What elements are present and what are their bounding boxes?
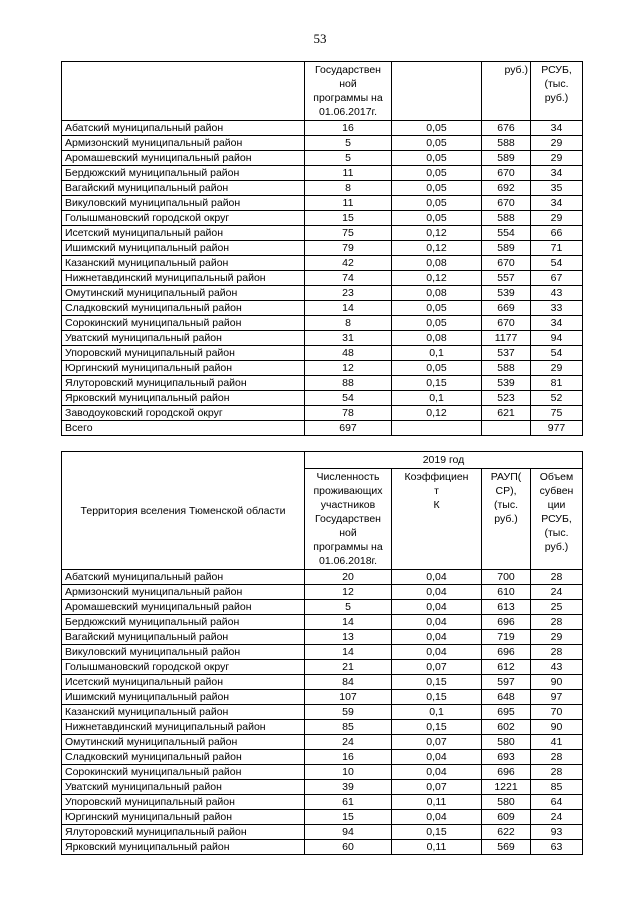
- territory-cell: Казанский муниципальный район: [62, 256, 305, 271]
- territory-cell: Викуловский муниципальный район: [62, 645, 305, 660]
- raup-cell: 719: [482, 630, 531, 645]
- territory-cell: Голышмановский городской округ: [62, 211, 305, 226]
- subvention-cell: 81: [531, 376, 583, 391]
- territory-cell: Упоровский муниципальный район: [62, 795, 305, 810]
- table-row: [62, 690, 583, 705]
- table-row: [62, 585, 583, 600]
- header-year: 2019 год: [305, 452, 583, 469]
- header-line: руб.): [544, 541, 569, 553]
- participants-cell: 48: [305, 346, 392, 361]
- participants-cell: 12: [305, 585, 392, 600]
- subvention-cell: 29: [531, 151, 583, 166]
- coefficient-cell: 0,07: [392, 780, 482, 795]
- raup-cell: 539: [482, 376, 531, 391]
- coefficient-cell: 0,08: [392, 286, 482, 301]
- header-line: руб.): [494, 513, 518, 525]
- territory-cell: Юргинский муниципальный район: [62, 810, 305, 825]
- header-participants: [305, 62, 392, 121]
- territory-cell: Ялуторовский муниципальный район: [62, 376, 305, 391]
- coefficient-cell: 0,04: [392, 615, 482, 630]
- subvention-cell: 54: [531, 346, 583, 361]
- subvention-cell: 70: [531, 705, 583, 720]
- header-line: Объем: [539, 471, 574, 483]
- table-row: [62, 166, 583, 181]
- header-line: субвен: [539, 485, 574, 497]
- coefficient-cell: 0,05: [392, 301, 482, 316]
- participants-cell: 54: [305, 391, 392, 406]
- table-row: [62, 840, 583, 855]
- table-row: [62, 256, 583, 271]
- raup-cell: 1177: [482, 331, 531, 346]
- coefficient-cell: [392, 421, 482, 436]
- table-row: [62, 645, 583, 660]
- raup-cell: 580: [482, 795, 531, 810]
- coefficient-cell: 0,15: [392, 825, 482, 840]
- coefficient-cell: 0,05: [392, 136, 482, 151]
- raup-cell: 610: [482, 585, 531, 600]
- territory-cell: Казанский муниципальный район: [62, 705, 305, 720]
- header-subvention: [531, 62, 583, 121]
- table-row: [62, 795, 583, 810]
- raup-cell: 609: [482, 810, 531, 825]
- table-row: [62, 421, 583, 436]
- header-line: ной: [339, 78, 357, 90]
- territory-cell: Нижнетавдинский муниципальный район: [62, 271, 305, 286]
- header-raup: [482, 469, 531, 570]
- raup-cell: 696: [482, 765, 531, 780]
- participants-cell: 14: [305, 615, 392, 630]
- coefficient-cell: 0,05: [392, 361, 482, 376]
- header-line: Численность: [316, 471, 380, 483]
- coefficient-cell: 0,04: [392, 600, 482, 615]
- raup-cell: 539: [482, 286, 531, 301]
- participants-cell: 14: [305, 645, 392, 660]
- subvention-cell: 90: [531, 720, 583, 735]
- table-row: [62, 241, 583, 256]
- table-row: [62, 660, 583, 675]
- participants-cell: 8: [305, 181, 392, 196]
- table-row: [62, 211, 583, 226]
- header-coefficient: [392, 62, 482, 121]
- subvention-cell: 34: [531, 121, 583, 136]
- raup-cell: 612: [482, 660, 531, 675]
- subvention-cell: 66: [531, 226, 583, 241]
- coefficient-cell: 0,15: [392, 690, 482, 705]
- territory-cell: Бердюжский муниципальный район: [62, 166, 305, 181]
- header-line: программы на: [313, 92, 383, 104]
- table-row: [62, 600, 583, 615]
- coefficient-cell: 0,11: [392, 795, 482, 810]
- header-participants: [305, 469, 392, 570]
- header-line: проживающих: [313, 485, 383, 497]
- header-line: Государствен: [315, 64, 381, 76]
- coefficient-cell: 0,12: [392, 241, 482, 256]
- subvention-cell: 34: [531, 316, 583, 331]
- territory-cell: Армизонский муниципальный район: [62, 136, 305, 151]
- raup-cell: 622: [482, 825, 531, 840]
- raup-cell: 588: [482, 211, 531, 226]
- territory-cell: Омутинский муниципальный район: [62, 286, 305, 301]
- raup-cell: 676: [482, 121, 531, 136]
- coefficient-cell: 0,12: [392, 406, 482, 421]
- participants-cell: 21: [305, 660, 392, 675]
- subvention-cell: 28: [531, 765, 583, 780]
- header-line: (тыс.: [544, 527, 569, 539]
- subvention-cell: 977: [531, 421, 583, 436]
- coefficient-cell: 0,12: [392, 271, 482, 286]
- coefficient-cell: 0,04: [392, 585, 482, 600]
- coefficient-cell: 0,1: [392, 346, 482, 361]
- territory-cell: Ишимский муниципальный район: [62, 690, 305, 705]
- participants-cell: 15: [305, 211, 392, 226]
- subvention-cell: 52: [531, 391, 583, 406]
- territory-cell: Сорокинский муниципальный район: [62, 765, 305, 780]
- table-header-row-year: [62, 452, 583, 469]
- participants-cell: 74: [305, 271, 392, 286]
- table-row: [62, 406, 583, 421]
- header-line: РАУП(: [490, 471, 522, 483]
- participants-cell: 94: [305, 825, 392, 840]
- subvention-cell: 71: [531, 241, 583, 256]
- raup-cell: 602: [482, 720, 531, 735]
- table-row: [62, 780, 583, 795]
- table-row: [62, 675, 583, 690]
- raup-cell: 621: [482, 406, 531, 421]
- participants-cell: 11: [305, 166, 392, 181]
- subvention-cell: 29: [531, 361, 583, 376]
- participants-cell: 59: [305, 705, 392, 720]
- territory-cell: Нижнетавдинский муниципальный район: [62, 720, 305, 735]
- participants-cell: 13: [305, 630, 392, 645]
- territory-cell: Уватский муниципальный район: [62, 331, 305, 346]
- territory-cell: Упоровский муниципальный район: [62, 346, 305, 361]
- coefficient-cell: 0,04: [392, 570, 482, 585]
- territory-cell: Армизонский муниципальный район: [62, 585, 305, 600]
- header-line: участников: [320, 499, 376, 511]
- coefficient-cell: 0,05: [392, 181, 482, 196]
- raup-cell: 670: [482, 166, 531, 181]
- coefficient-cell: 0,04: [392, 750, 482, 765]
- header-line: т: [434, 485, 439, 497]
- territory-cell: Голышмановский городской округ: [62, 660, 305, 675]
- raup-cell: 613: [482, 600, 531, 615]
- participants-cell: 16: [305, 121, 392, 136]
- subvention-cell: 93: [531, 825, 583, 840]
- subvention-cell: 33: [531, 301, 583, 316]
- participants-cell: 84: [305, 675, 392, 690]
- participants-cell: 697: [305, 421, 392, 436]
- header-line: ной: [339, 527, 357, 539]
- table-row: [62, 286, 583, 301]
- participants-cell: 88: [305, 376, 392, 391]
- raup-cell: 648: [482, 690, 531, 705]
- header-line: К: [433, 499, 440, 511]
- coefficient-cell: 0,08: [392, 331, 482, 346]
- table-row: [62, 750, 583, 765]
- subvention-cell: 94: [531, 331, 583, 346]
- participants-cell: 5: [305, 151, 392, 166]
- raup-cell: 669: [482, 301, 531, 316]
- coefficient-cell: 0,15: [392, 720, 482, 735]
- table-row: [62, 361, 583, 376]
- table-row: [62, 316, 583, 331]
- raup-cell: 554: [482, 226, 531, 241]
- raup-cell: 692: [482, 181, 531, 196]
- raup-cell: 569: [482, 840, 531, 855]
- raup-cell: 597: [482, 675, 531, 690]
- subvention-cell: 28: [531, 750, 583, 765]
- territory-cell: Ялуторовский муниципальный район: [62, 825, 305, 840]
- territory-cell: Абатский муниципальный район: [62, 570, 305, 585]
- raup-cell: 589: [482, 151, 531, 166]
- subvention-cell: 97: [531, 690, 583, 705]
- subvention-cell: 29: [531, 211, 583, 226]
- participants-cell: 20: [305, 570, 392, 585]
- table-row: [62, 301, 583, 316]
- header-line: (тыс.: [493, 499, 519, 511]
- raup-cell: 580: [482, 735, 531, 750]
- raup-cell: 693: [482, 750, 531, 765]
- header-line: программы на: [313, 541, 383, 553]
- territory-cell: Ярковский муниципальный район: [62, 840, 305, 855]
- participants-cell: 39: [305, 780, 392, 795]
- subvention-cell: 28: [531, 645, 583, 660]
- participants-cell: 11: [305, 196, 392, 211]
- header-territory-empty: [62, 62, 305, 121]
- table-row: [62, 570, 583, 585]
- raup-cell: 1221: [482, 780, 531, 795]
- header-raup: руб.): [482, 62, 531, 121]
- table-row: [62, 121, 583, 136]
- header-line: руб.): [544, 92, 569, 104]
- coefficient-cell: 0,04: [392, 810, 482, 825]
- table-row: [62, 226, 583, 241]
- participants-cell: 23: [305, 286, 392, 301]
- territory-cell: Уватский муниципальный район: [62, 780, 305, 795]
- table-row: [62, 346, 583, 361]
- table-row: [62, 825, 583, 840]
- raup-cell: 670: [482, 316, 531, 331]
- participants-cell: 78: [305, 406, 392, 421]
- raup-cell: 588: [482, 361, 531, 376]
- subvention-cell: 24: [531, 810, 583, 825]
- subvention-cell: 35: [531, 181, 583, 196]
- raup-cell: 523: [482, 391, 531, 406]
- header-line: СР),: [495, 485, 517, 497]
- participants-cell: 15: [305, 810, 392, 825]
- subvention-cell: 28: [531, 570, 583, 585]
- coefficient-cell: 0,07: [392, 660, 482, 675]
- table-row: [62, 615, 583, 630]
- coefficient-cell: 0,05: [392, 316, 482, 331]
- territory-cell: Вагайский муниципальный район: [62, 630, 305, 645]
- territory-cell: Аромашевский муниципальный район: [62, 151, 305, 166]
- territory-cell: Викуловский муниципальный район: [62, 196, 305, 211]
- header-coefficient: [392, 469, 482, 570]
- table-row: [62, 765, 583, 780]
- subvention-cell: 41: [531, 735, 583, 750]
- subvention-cell: 24: [531, 585, 583, 600]
- participants-cell: 85: [305, 720, 392, 735]
- participants-cell: 5: [305, 600, 392, 615]
- territory-cell: Сладковский муниципальный район: [62, 301, 305, 316]
- header-line: 01.06.2018г.: [318, 555, 378, 567]
- territory-cell: Вагайский муниципальный район: [62, 181, 305, 196]
- coefficient-cell: 0,15: [392, 376, 482, 391]
- coefficient-cell: 0,05: [392, 196, 482, 211]
- raup-cell: 557: [482, 271, 531, 286]
- raup-cell: [482, 421, 531, 436]
- territory-cell: Бердюжский муниципальный район: [62, 615, 305, 630]
- coefficient-cell: 0,11: [392, 840, 482, 855]
- territory-cell: Ишимский муниципальный район: [62, 241, 305, 256]
- territory-cell: Юргинский муниципальный район: [62, 361, 305, 376]
- participants-cell: 75: [305, 226, 392, 241]
- raup-cell: 588: [482, 136, 531, 151]
- table-row: [62, 735, 583, 750]
- coefficient-cell: 0,05: [392, 151, 482, 166]
- coefficient-cell: 0,08: [392, 256, 482, 271]
- subvention-cell: 29: [531, 630, 583, 645]
- participants-cell: 8: [305, 316, 392, 331]
- header-line: ции: [547, 499, 566, 511]
- subvention-cell: 28: [531, 615, 583, 630]
- territory-cell: Исетский муниципальный район: [62, 226, 305, 241]
- coefficient-cell: 0,05: [392, 166, 482, 181]
- table-row: [62, 720, 583, 735]
- raup-cell: 589: [482, 241, 531, 256]
- participants-cell: 14: [305, 301, 392, 316]
- territory-cell: Аромашевский муниципальный район: [62, 600, 305, 615]
- territory-cell: Сладковский муниципальный район: [62, 750, 305, 765]
- table-row: [62, 810, 583, 825]
- table-row: [62, 376, 583, 391]
- table-row: [62, 391, 583, 406]
- subvention-table-2018: [61, 61, 583, 436]
- header-line: РСУБ,: [541, 64, 572, 76]
- subvention-cell: 63: [531, 840, 583, 855]
- subvention-cell: 85: [531, 780, 583, 795]
- header-line: РСУБ,: [541, 513, 572, 525]
- participants-cell: 60: [305, 840, 392, 855]
- subvention-cell: 34: [531, 196, 583, 211]
- participants-cell: 5: [305, 136, 392, 151]
- territory-cell: Исетский муниципальный район: [62, 675, 305, 690]
- subvention-cell: 43: [531, 660, 583, 675]
- coefficient-cell: 0,07: [392, 735, 482, 750]
- raup-cell: 696: [482, 645, 531, 660]
- table-row: [62, 151, 583, 166]
- participants-cell: 107: [305, 690, 392, 705]
- subvention-cell: 67: [531, 271, 583, 286]
- raup-cell: 670: [482, 256, 531, 271]
- participants-cell: 12: [305, 361, 392, 376]
- coefficient-cell: 0,04: [392, 765, 482, 780]
- participants-cell: 16: [305, 750, 392, 765]
- subvention-cell: 34: [531, 166, 583, 181]
- header-line: 01.06.2017г.: [318, 106, 378, 118]
- territory-cell: Заводоуковский городской округ: [62, 406, 305, 421]
- territory-cell: Ярковский муниципальный район: [62, 391, 305, 406]
- territory-cell: Омутинский муниципальный район: [62, 735, 305, 750]
- page-number: 53: [313, 31, 327, 46]
- coefficient-cell: 0,05: [392, 211, 482, 226]
- coefficient-cell: 0,1: [392, 705, 482, 720]
- raup-cell: 670: [482, 196, 531, 211]
- subvention-cell: 29: [531, 136, 583, 151]
- coefficient-cell: 0,12: [392, 226, 482, 241]
- subvention-cell: 54: [531, 256, 583, 271]
- subvention-table-2019: [61, 451, 583, 855]
- table-row: [62, 136, 583, 151]
- subvention-cell: 25: [531, 600, 583, 615]
- header-subvention: [531, 469, 583, 570]
- participants-cell: 24: [305, 735, 392, 750]
- participants-cell: 61: [305, 795, 392, 810]
- subvention-cell: 75: [531, 406, 583, 421]
- subvention-cell: 43: [531, 286, 583, 301]
- coefficient-cell: 0,15: [392, 675, 482, 690]
- table-row: [62, 181, 583, 196]
- raup-cell: 537: [482, 346, 531, 361]
- header-line: (тыс.: [544, 78, 569, 90]
- territory-cell: Сорокинский муниципальный район: [62, 316, 305, 331]
- table-row: [62, 630, 583, 645]
- coefficient-cell: 0,04: [392, 630, 482, 645]
- table-header-row: [62, 62, 583, 121]
- participants-cell: 10: [305, 765, 392, 780]
- raup-cell: 695: [482, 705, 531, 720]
- participants-cell: 79: [305, 241, 392, 256]
- raup-cell: 696: [482, 615, 531, 630]
- coefficient-cell: 0,04: [392, 645, 482, 660]
- table-row: [62, 331, 583, 346]
- raup-cell: 700: [482, 570, 531, 585]
- subvention-cell: 90: [531, 675, 583, 690]
- territory-cell: Абатский муниципальный район: [62, 121, 305, 136]
- table-row: [62, 705, 583, 720]
- coefficient-cell: 0,1: [392, 391, 482, 406]
- territory-cell: Всего: [62, 421, 305, 436]
- table-row: [62, 196, 583, 211]
- header-line: Государствен: [315, 513, 381, 525]
- header-territory: Территория вселения Тюменской области: [62, 452, 305, 570]
- participants-cell: 42: [305, 256, 392, 271]
- participants-cell: 31: [305, 331, 392, 346]
- subvention-cell: 64: [531, 795, 583, 810]
- table-row: [62, 271, 583, 286]
- header-line: Коэффициен: [404, 471, 469, 483]
- coefficient-cell: 0,05: [392, 121, 482, 136]
